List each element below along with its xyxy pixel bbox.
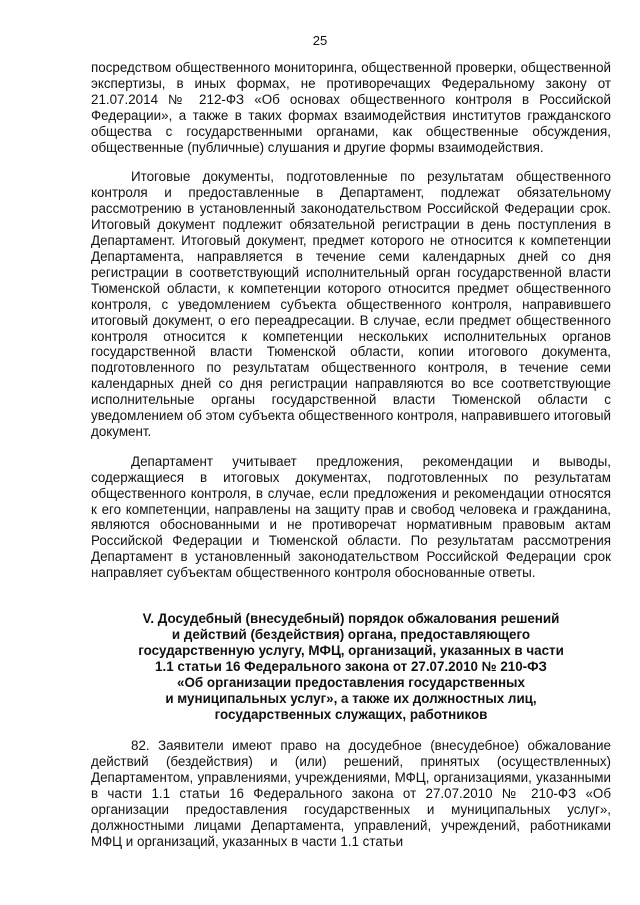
paragraph-82-appeal-right: 82. Заявители имеют право на досудебное (внесудебное) обжалование действий (бездействия) и (или) решений, принятых (осуществленных) Департаментом, управлениями, учреждениями, МФЦ, организациями, указанными в части 1.1 статьи 16 Федерального закона от 27.07.2010 № 210-ФЗ «Об организации предоставления государственных и муниципальных услуг», должностными лицами Департамента, управлений, учреждений, работниками МФЦ и организаций, указанных в части 1.1 статьи <box>91 738 611 849</box>
section-heading-line: и действий (бездействия) органа, предоставляющего <box>171 627 531 642</box>
paragraph-final-documents: Итоговые документы, подготовленные по результатам общественного контроля и предоставленные в Департамент, подлежат обязательному рассмотрению в установленный законодательством Российской Федерации срок. Итоговый документ подлежит обязательной регистрации в день поступления в Департамент. Итоговый документ, предмет которого не относится к компетенции Департамента, направляется в течение семи календарных дней со дня регистрации в соответствующий исполнительный орган государственной власти Тюменской области, к компетенции которого относится предмет общественного контроля, с уведомлением субъекта общественного контроля, направившего итоговый документ, о его переадресации. В случае, если предмет общественного контроля относится к компетенции нескольких исполнительных органов государственной власти Тюменской области, копии итогового документа, подготовленного по результатам общественного контроля, в течение семи календарных дней со дня регистрации направляются во все соответствующие исполнительные органы государственной власти Тюменской области с уведомлением об этом субъекта общественного контроля, направившего итоговый документ. <box>91 169 611 439</box>
section-heading <box>91 611 611 722</box>
section-heading-line: 1.1 статьи 16 Федерального закона от 27.07.2010 № 210-ФЗ <box>155 658 547 674</box>
section-heading-line: государственную услугу, МФЦ, организаций, указанных в части <box>138 642 564 658</box>
section-heading-line: V. Досудебный (внесудебный) порядок обжалования решений <box>142 611 560 627</box>
paragraph-continuation: посредством общественного мониторинга, общественной проверки, общественной экспертизы, в иных формах, не противоречащих Федеральному закону от 21.07.2014 № 212-ФЗ «Об основах общественного контроля в Российской Федерации», а также в таких формах взаимодействия институтов гражданского общества с государственными органами, как общественные обсуждения, общественные (публичные) слушания и другие формы взаимодействия. <box>91 60 611 155</box>
page-number: 25 <box>312 33 328 48</box>
section-heading-line: и муниципальных услуг», а также их должностных лиц, <box>165 690 537 706</box>
paragraph-department-considers: Департамент учитывает предложения, рекомендации и выводы, содержащиеся в итоговых документах, подготовленных по результатам общественного контроля, в случае, если предложения и рекомендации относятся к его компетенции, направлены на защиту прав и свобод человека и гражданина, являются обоснованными и не противоречат нормативным правовым актам Российской Федерации и Тюменской области. По результатам рассмотрения Департамент в установленный законодательством Российской Федерации срок направляет субъектам общественного контроля обоснованные ответы. <box>91 453 611 581</box>
section-heading-line: «Об организации предоставления государственных <box>177 674 525 690</box>
document-body <box>91 60 611 850</box>
section-heading-line: государственных служащих, работников <box>214 706 488 722</box>
